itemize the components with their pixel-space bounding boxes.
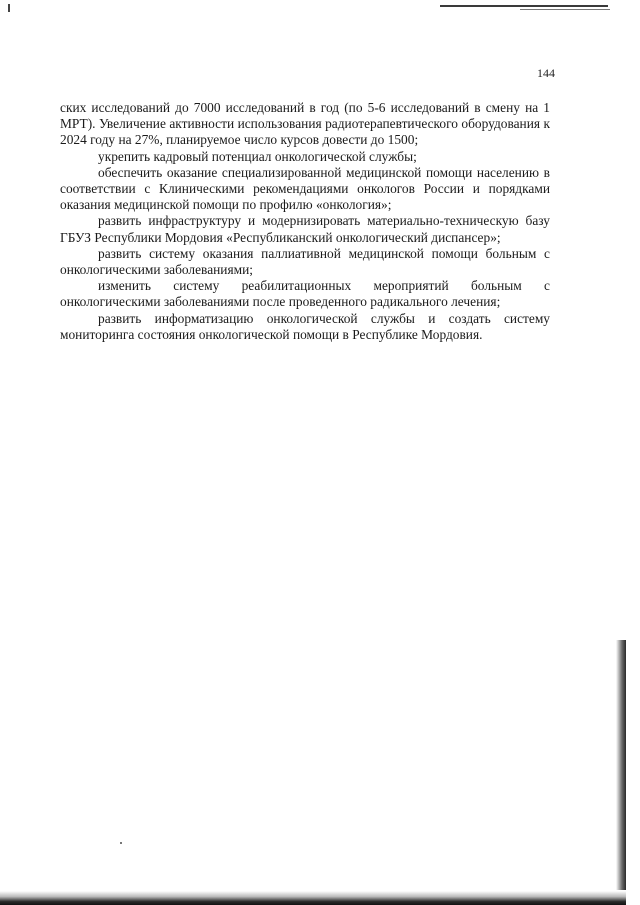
paragraph-informatization: развить информатизацию онкологической службы и создать систему мониторинга состояния онкологической помощи в Республике Мордовия.	[60, 310, 550, 342]
paragraph-staff: укрепить кадровый потенциал онкологической службы;	[98, 148, 417, 164]
scan-artifact-top-line	[440, 5, 608, 7]
scan-artifact-top-line-secondary	[520, 9, 610, 10]
paragraph-palliative-care: развить систему оказания паллиативной медицинской помощи больным с онкологическими заболеваниями;	[60, 245, 550, 278]
scan-artifact-mark	[8, 4, 10, 12]
scan-artifact-bottom-edge	[0, 891, 626, 905]
paragraph-infrastructure: развить инфраструктуру и модернизировать материально-техническую базу ГБУЗ Республики Мордовия «Республиканский онкологический диспансер»;	[60, 213, 550, 245]
paragraph-specialized-care: обеспечить оказание специализированной медицинской помощи населению в соответствии с Клиническими рекомендациями онкологов России и порядками оказания медицинской помощи по профилю «онкология»;	[60, 164, 550, 213]
body-text	[60, 100, 550, 343]
scan-artifact-right-edge	[616, 640, 626, 890]
paragraph-continuation: ских исследований до 7000 исследований в год (по 5-6 исследований в смену на 1 МРТ). Увеличение активности использования радиотерапевтического оборудования к 2024 году на 27%, планируемое число курсов довести до 1500;	[60, 100, 550, 148]
scan-artifact-dot	[120, 842, 122, 844]
paragraph-rehabilitation: изменить систему реабилитационных мероприятий больным с онкологическими заболеваниями после проведенного радикального лечения;	[60, 278, 550, 310]
page-number: 144	[537, 66, 555, 80]
